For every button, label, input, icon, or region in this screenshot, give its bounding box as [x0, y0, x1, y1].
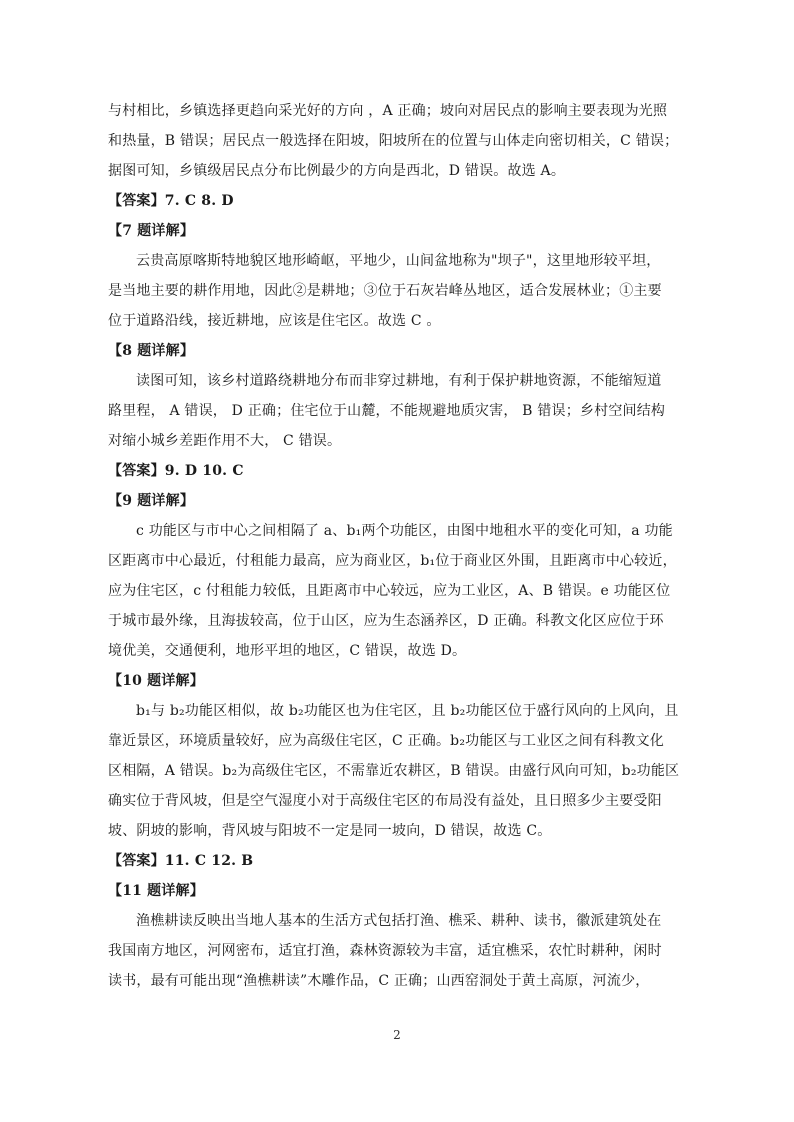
section-heading: 【11 题详解】: [108, 883, 204, 899]
text-line: 坡、阴坡的影响，背风坡与阳坡不一定是同一坡向，D 错误，故选 C。: [108, 823, 552, 839]
text-line: 确实位于背风坡，但是空气湿度小对于高级住宅区的布局没有益处，且日照多少主要受阳: [108, 793, 662, 809]
answer-heading: 【答案】11. C 12. B: [108, 853, 254, 869]
answer-heading: 【答案】9. D 10. C: [108, 463, 244, 479]
text-line: 我国南方地区，河网密布，适宜打渔，森林资源较为丰富，适宜樵采，农忙时耕种，闲时: [108, 943, 662, 959]
section-heading: 【7 题详解】: [108, 223, 195, 239]
section-heading: 【8 题详解】: [108, 343, 195, 359]
text-line: 靠近景区，环境质量较好，应为高级住宅区，C 正确。b₂功能区与工业区之间有科教文化: [108, 733, 664, 749]
text-line: b₁与 b₂功能区相似，故 b₂功能区也为住宅区，且 b₂功能区位于盛行风向的上风向，且: [136, 703, 679, 719]
text-line: 对缩小城乡差距作用不大， C 错误。: [108, 433, 342, 449]
text-line: 区相隔，A 错误。b₂为高级住宅区，不需靠近农耕区，B 错误。由盛行风向可知，b₂功能区: [108, 763, 680, 779]
text-line: c 功能区与市中心之间相隔了 a、b₁两个功能区，由图中地租水平的变化可知，a 功能: [136, 523, 673, 539]
text-line: 据图可知，乡镇级居民点分布比例最少的方向是西北，D 错误。故选 A。: [108, 163, 566, 179]
text-line: 位于道路沿线，接近耕地，应该是住宅区。故选 C 。: [108, 313, 441, 329]
text-line: 于城市最外缘，且海拔较高，位于山区，应为生态涵养区，D 正确。科教文化区应位于环: [108, 613, 664, 629]
page-body: [108, 96, 682, 996]
text-line: 区距离市中心最近，付租能力最高，应为商业区，b₁位于商业区外围，且距离市中心较近，: [108, 553, 677, 569]
text-line: 是当地主要的耕作用地，因此②是耕地；③位于石灰岩峰丛地区，适合发展林业；①主要: [108, 283, 662, 299]
text-line: 境优美，交通便利，地形平坦的地区，C 错误，故选 D。: [108, 643, 467, 659]
text-line: 读图可知，该乡村道路绕耕地分布而非穿过耕地，有利于保护耕地资源，不能缩短道: [136, 373, 662, 389]
section-heading: 【10 题详解】: [108, 673, 204, 689]
text-line: 与村相比，乡镇选择更趋向采光好的方向 ，A 正确；坡向对居民点的影响主要表现为光照: [108, 103, 668, 119]
answer-heading: 【答案】7. C 8. D: [108, 193, 234, 209]
text-line: 路里程， A 错误， D 正确；住宅位于山麓，不能规避地质灾害， B 错误；乡村空间结构: [108, 403, 666, 419]
text-line: 应为住宅区，c 付租能力较低，且距离市中心较远，应为工业区，A、B 错误。e 功能区位: [108, 583, 671, 599]
page-number: 2: [393, 1028, 401, 1042]
section-heading: 【9 题详解】: [108, 493, 195, 509]
text-line: 读书，最有可能出现“渔樵耕读”木雕作品，C 正确；山西窑洞处于黄土高原，河流少，: [108, 973, 650, 989]
text-line: 和热量，B 错误；居民点一般选择在阳坡，阳坡所在的位置与山体走向密切相关，C 错误；: [108, 133, 679, 149]
text-line: 云贵高原喀斯特地貌区地形崎岖，平地少，山间盆地称为"坝子"，这里地形较平坦，: [136, 253, 661, 269]
text-line: 渔樵耕读反映出当地人基本的生活方式包括打渔、樵采、耕种、读书，徽派建筑处在: [136, 913, 662, 929]
